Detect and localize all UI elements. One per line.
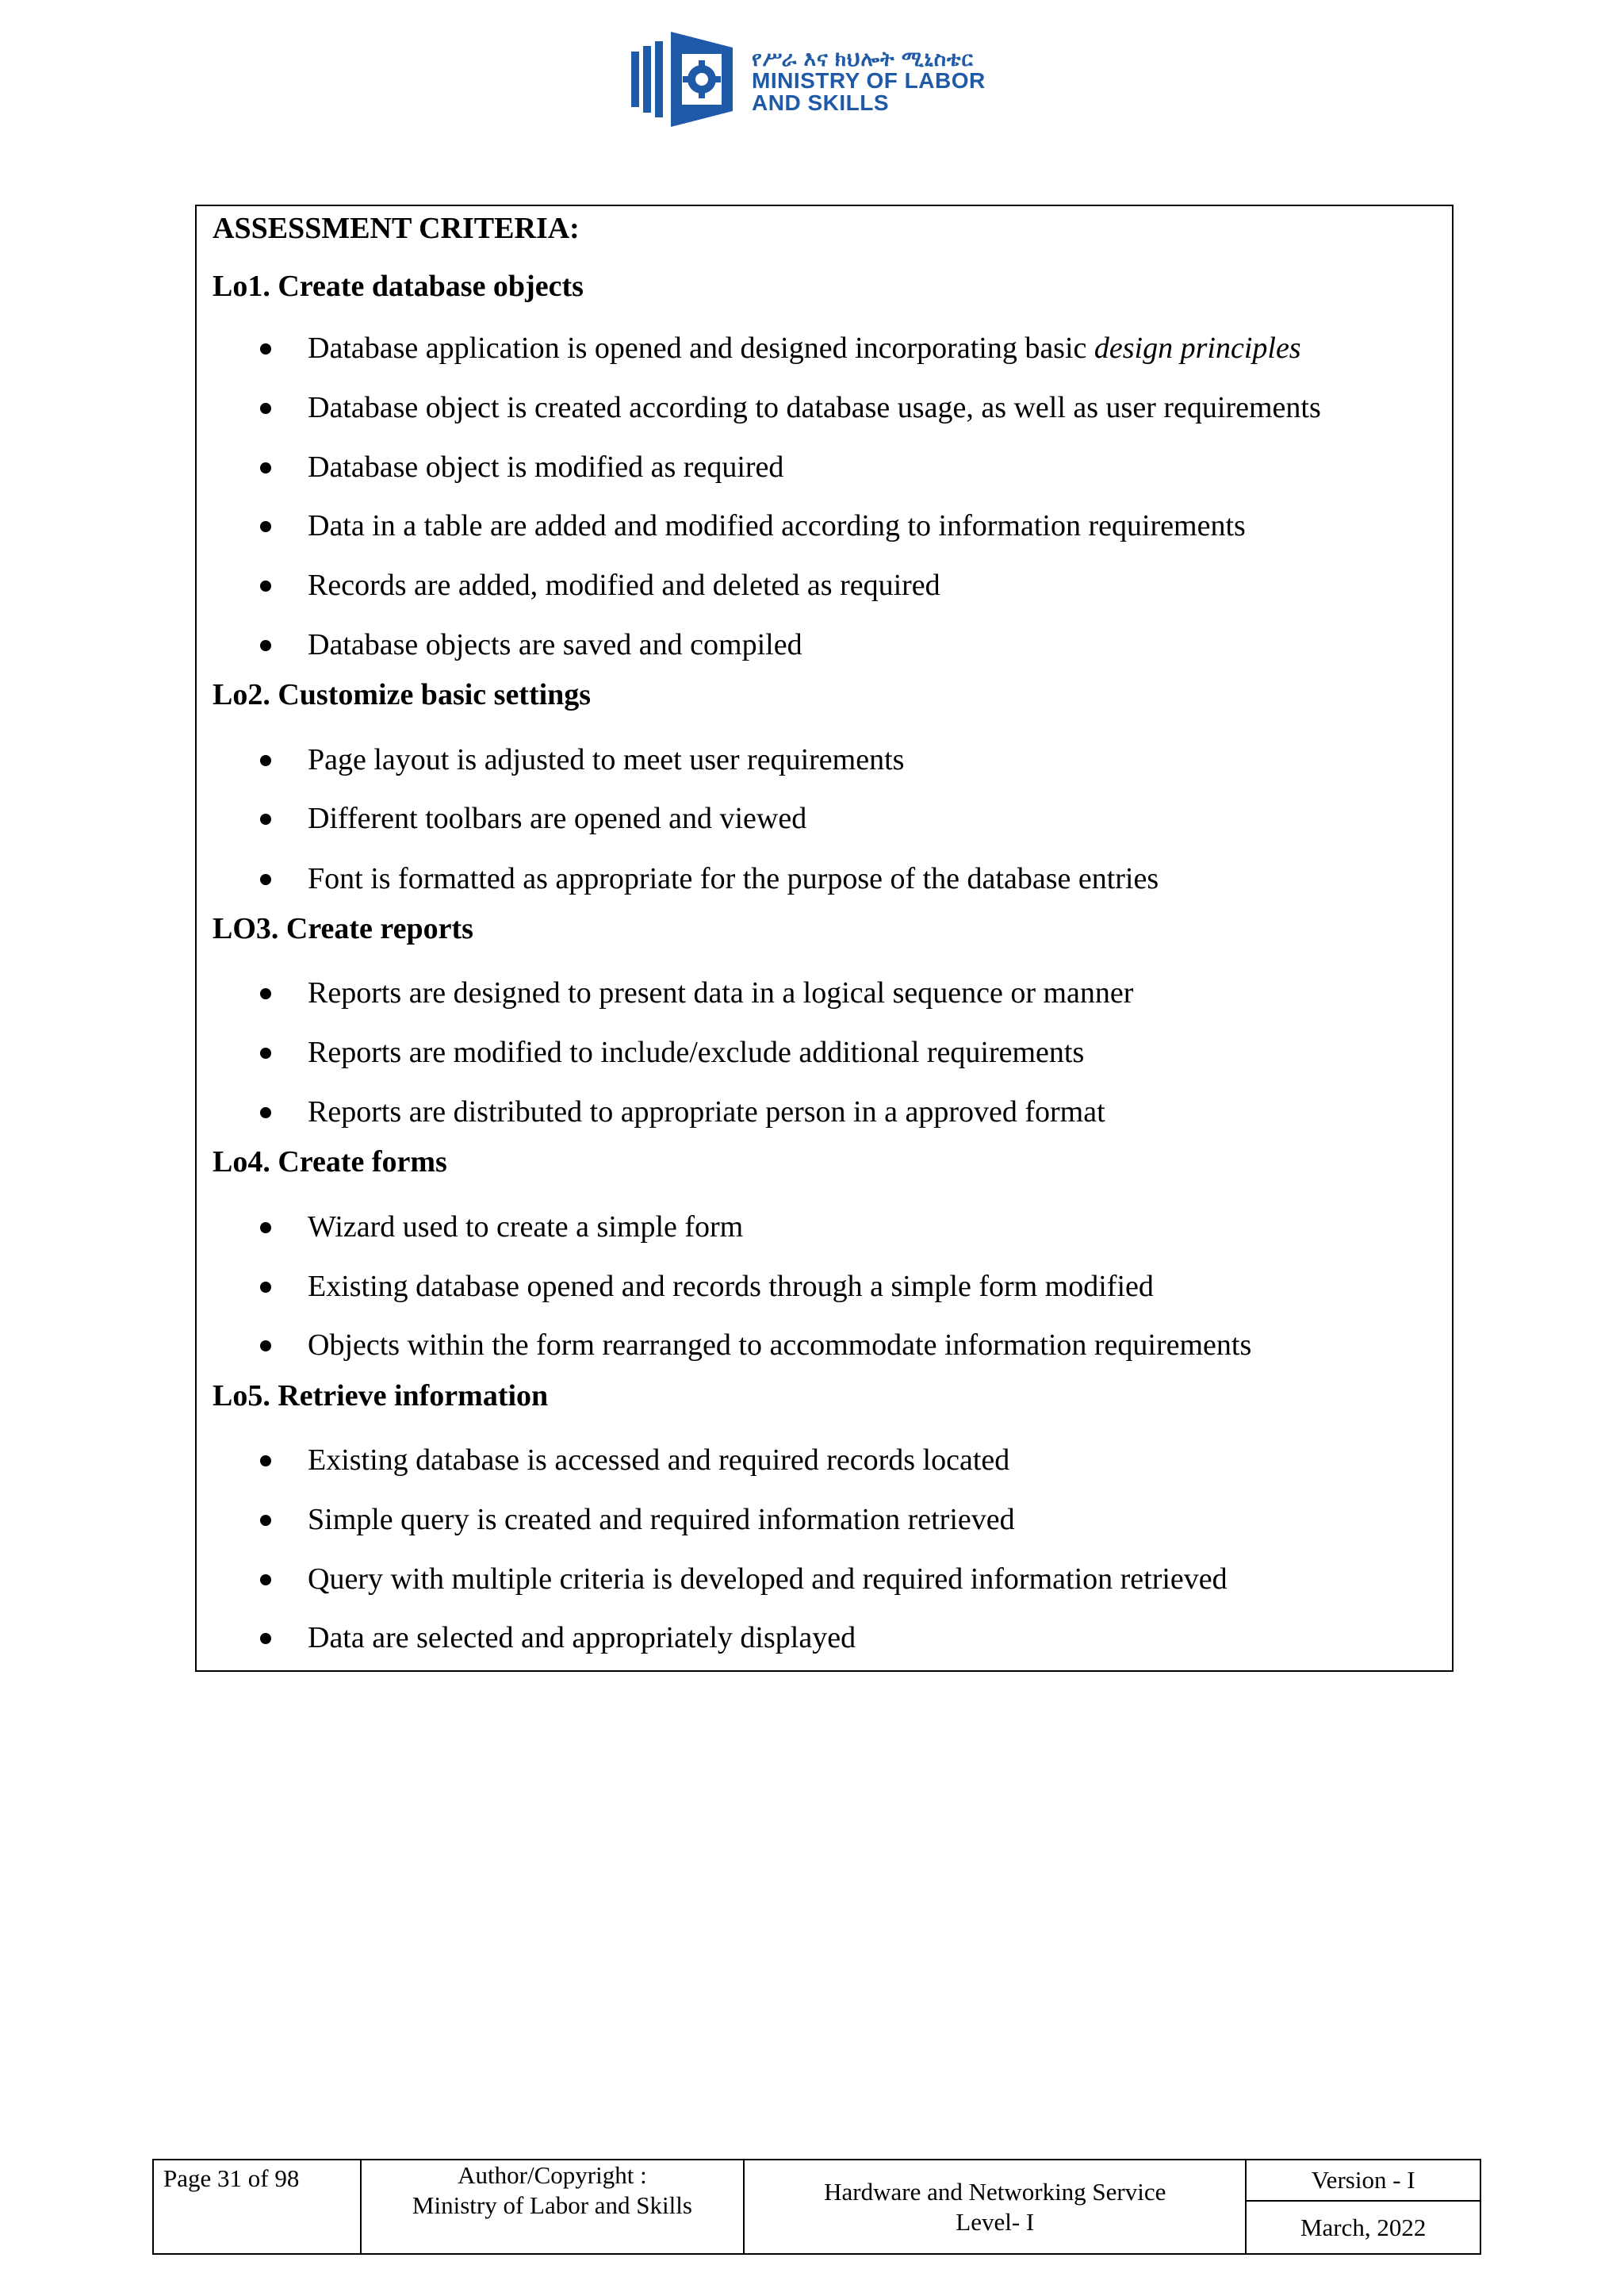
list-item-text: Reports are modified to include/exclude additional requirements [308, 1036, 1085, 1069]
bullet-icon [260, 874, 271, 885]
lo1-item-1-text: Database application is opened and designed incorporating basic [308, 332, 1094, 365]
version-label: Version - I [1246, 2160, 1480, 2201]
bullet-icon [260, 403, 271, 414]
design-principles-emphasis: design principles [1094, 332, 1301, 365]
bullet-icon [260, 462, 271, 473]
logo-line-2: AND SKILLS [752, 90, 889, 115]
bullet-icon [260, 755, 271, 766]
list-item-text: Data are selected and appropriately displayed [308, 1621, 856, 1654]
bullet-icon [260, 1048, 271, 1059]
author-name: Ministry of Labor and Skills [412, 2191, 692, 2219]
list-item-text: Reports are distributed to appropriate person in a approved format [308, 1095, 1105, 1129]
ministry-logo [631, 32, 1012, 127]
page-footer [152, 2159, 1481, 2255]
release-date: March, 2022 [1246, 2201, 1480, 2254]
bullet-icon [260, 1340, 271, 1351]
list-item-text: Reports are designed to present data in a logical sequence or manner [308, 976, 1134, 1010]
bullet-icon [260, 343, 271, 355]
bullet-icon [260, 1515, 271, 1526]
list-item-text: Database objects are saved and compiled [308, 628, 802, 661]
bullet-icon [260, 1574, 271, 1585]
list-item-text: Font is formatted as appropriate for the purpose of the database entries [308, 862, 1159, 895]
logo-wordmark [752, 48, 986, 114]
course-level: Level- I [956, 2207, 1035, 2236]
logo-amharic: የሥራ እና ክህሎት ሚኒስቴር [752, 47, 974, 71]
lo1-heading: Lo1. Create database objects [213, 270, 584, 303]
lo3-heading: LO3. Create reports [213, 912, 473, 945]
list-item-text: Wizard used to create a simple form [308, 1210, 744, 1244]
list-item-text: Page layout is adjusted to meet user requirements [308, 743, 905, 776]
list-item-text: Existing database opened and records through a simple form modified [308, 1270, 1154, 1303]
course-title: Hardware and Networking Service [824, 2177, 1166, 2206]
lo5-heading: Lo5. Retrieve information [213, 1379, 549, 1412]
bullet-icon [260, 1107, 271, 1118]
list-item-text: Different toolbars are opened and viewed [308, 802, 807, 835]
course-cell [744, 2160, 1246, 2254]
bullet-icon [260, 521, 271, 532]
bullet-icon [260, 814, 271, 825]
bullet-icon [260, 581, 271, 592]
list-item-text: Data in a table are added and modified according to information requirements [308, 509, 1246, 542]
assessment-criteria-box [195, 205, 1454, 1672]
list-item-text: Database object is created according to database usage, as well as user requirements [308, 391, 1321, 424]
list-item-text: Objects within the form rearranged to accommodate information requirements [308, 1328, 1252, 1362]
list-item-text: Database object is modified as required [308, 450, 784, 484]
bullet-icon [260, 1455, 271, 1466]
criteria-title: ASSESSMENT CRITERIA: [213, 212, 580, 245]
bullet-icon [260, 1222, 271, 1233]
author-label: Author/Copyright : [458, 2161, 647, 2189]
ministry-emblem-icon [631, 32, 742, 127]
author-cell [361, 2160, 745, 2254]
bullet-icon [260, 1282, 271, 1293]
list-item-text: Records are added, modified and deleted as required [308, 569, 940, 602]
logo-line-1: MINISTRY OF LABOR [752, 68, 986, 93]
lo4-heading: Lo4. Create forms [213, 1145, 447, 1179]
bullet-icon [260, 640, 271, 651]
list-item-text: Existing database is accessed and required records located [308, 1443, 1010, 1477]
list-item-text: Simple query is created and required information retrieved [308, 1503, 1015, 1536]
page-number: Page 31 of 98 [153, 2160, 361, 2254]
list-item-text: Query with multiple criteria is developed and required information retrieved [308, 1562, 1228, 1596]
lo2-heading: Lo2. Customize basic settings [213, 678, 592, 711]
bullet-icon [260, 1633, 271, 1644]
bullet-icon [260, 988, 271, 999]
